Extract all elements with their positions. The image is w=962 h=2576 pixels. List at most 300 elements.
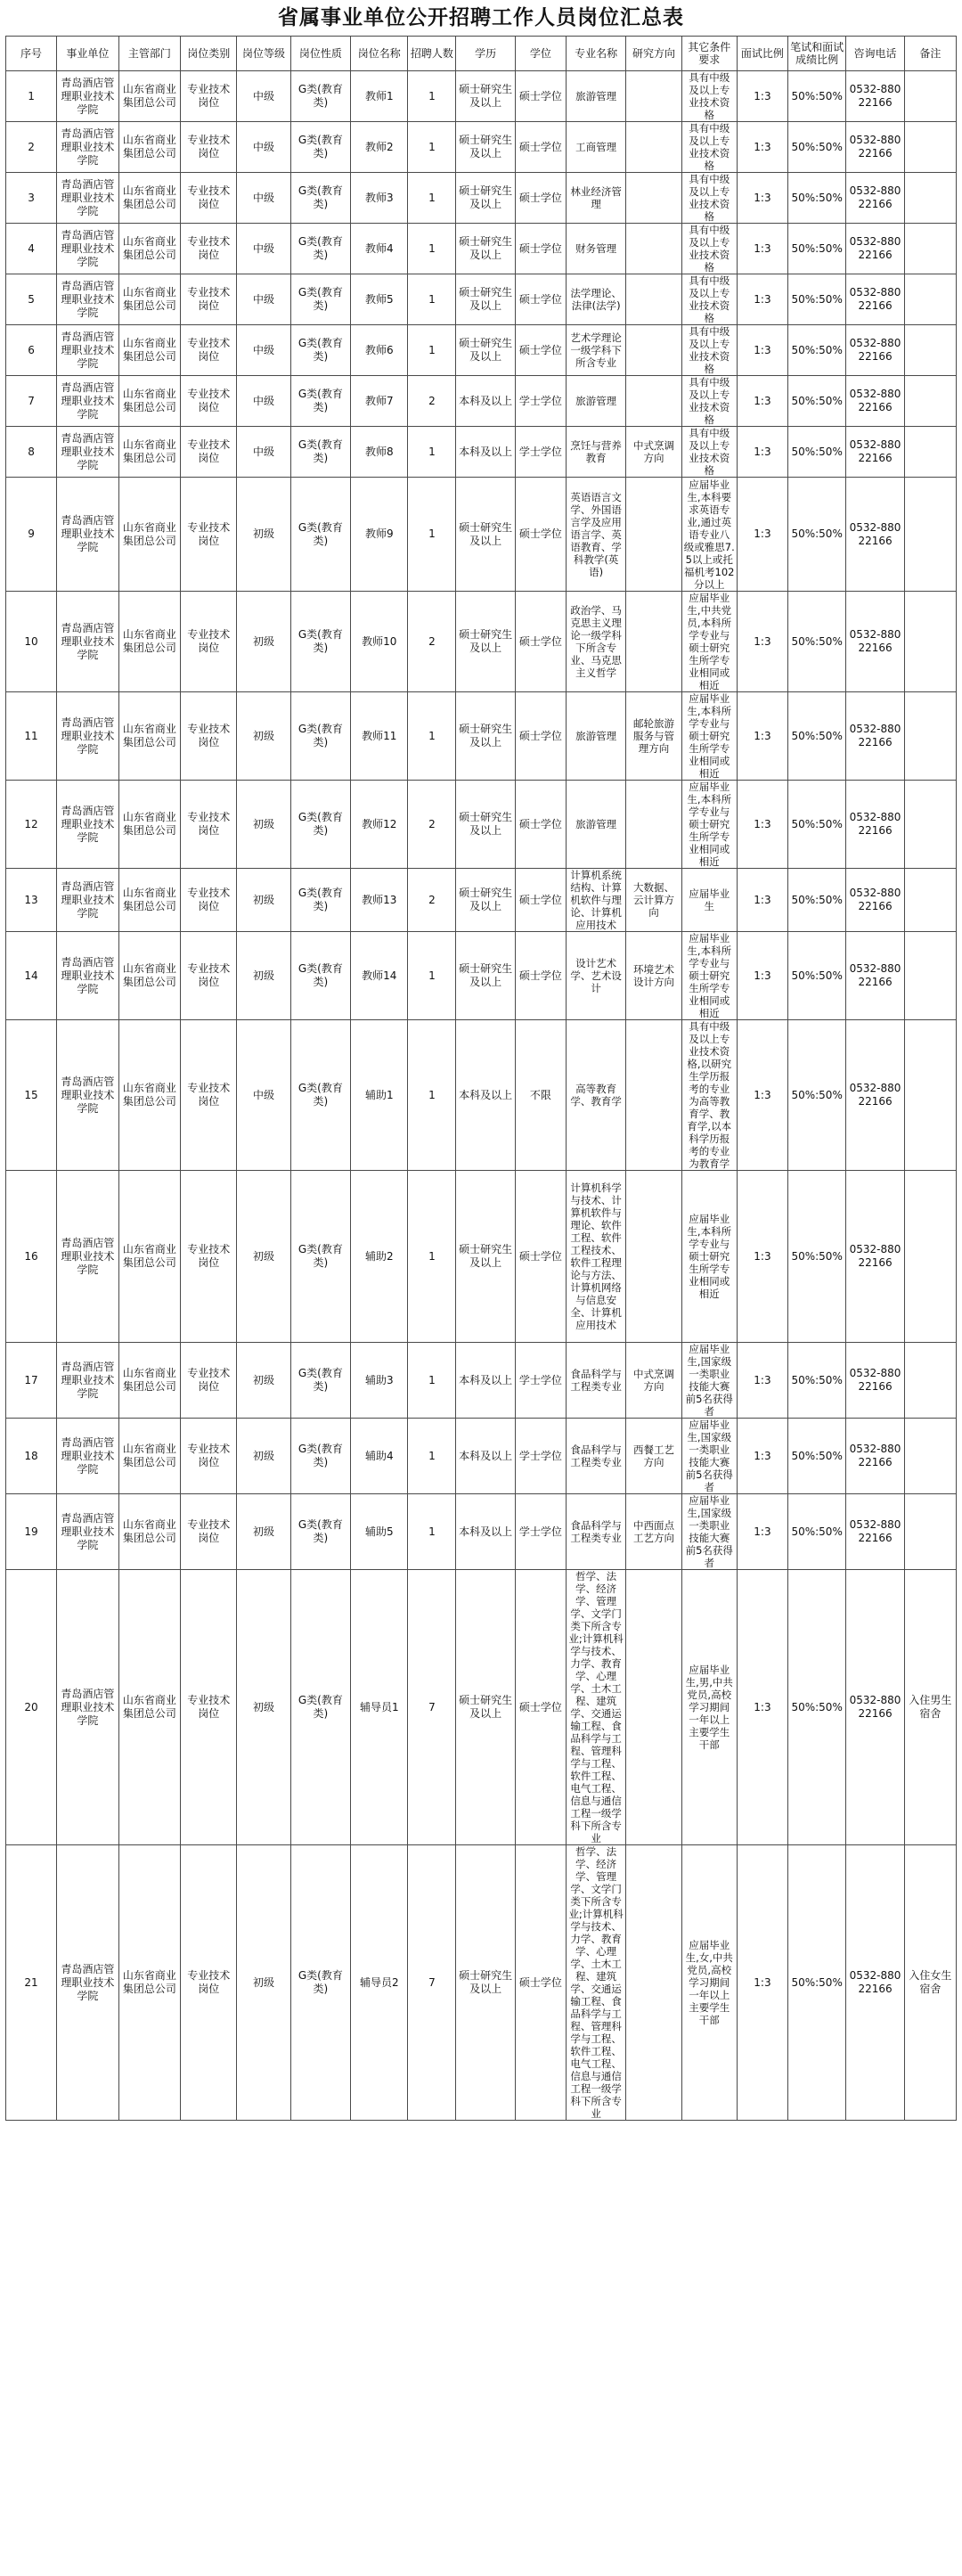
cell-research: 西餐工艺方向 bbox=[626, 1419, 681, 1494]
cell-major: 高等教育学、教育学 bbox=[566, 1020, 625, 1171]
cell-score: 50%:50% bbox=[787, 1419, 845, 1494]
cell-major: 计算机系统结构、计算机软件与理论、计算机应用技术 bbox=[566, 869, 625, 932]
cell-note bbox=[904, 478, 956, 592]
cell-no: 14 bbox=[6, 932, 57, 1020]
cell-post: 教师14 bbox=[351, 932, 408, 1020]
cell-level: 初级 bbox=[237, 592, 290, 692]
cell-edu: 硕士研究生及以上 bbox=[456, 173, 515, 224]
cell-note bbox=[904, 869, 956, 932]
cell-level: 中级 bbox=[237, 122, 290, 173]
cell-degree: 硕士学位 bbox=[515, 173, 566, 224]
cell-ratio: 1:3 bbox=[737, 1343, 787, 1419]
cell-unit: 青岛酒店管理职业技术学院 bbox=[57, 1845, 119, 2121]
cell-research bbox=[626, 122, 681, 173]
cell-post: 辅助3 bbox=[351, 1343, 408, 1419]
cell-phone: 0532-88022166 bbox=[846, 173, 904, 224]
cell-category: 专业技术岗位 bbox=[181, 781, 237, 869]
cell-no: 13 bbox=[6, 869, 57, 932]
cell-post: 教师4 bbox=[351, 224, 408, 274]
cell-score: 50%:50% bbox=[787, 427, 845, 478]
cell-count: 1 bbox=[408, 932, 456, 1020]
cell-degree: 硕士学位 bbox=[515, 71, 566, 122]
cell-level: 初级 bbox=[237, 869, 290, 932]
cell-edu: 硕士研究生及以上 bbox=[456, 71, 515, 122]
table-row bbox=[6, 1494, 957, 1570]
cell-dept: 山东省商业集团总公司 bbox=[118, 71, 181, 122]
table-row bbox=[6, 122, 957, 173]
cell-ratio: 1:3 bbox=[737, 427, 787, 478]
cell-research bbox=[626, 274, 681, 325]
cell-level: 初级 bbox=[237, 1570, 290, 1845]
cell-no: 2 bbox=[6, 122, 57, 173]
cell-score: 50%:50% bbox=[787, 869, 845, 932]
cell-other: 应届毕业生,男,中共党员,高校学习期间一年以上主要学生干部 bbox=[681, 1570, 737, 1845]
cell-no: 17 bbox=[6, 1343, 57, 1419]
cell-other: 应届毕业生,本科要求英语专业,通过英语专业八级或雅思7.5以上或托福机考102分以上 bbox=[681, 478, 737, 592]
cell-count: 1 bbox=[408, 1343, 456, 1419]
cell-no: 4 bbox=[6, 224, 57, 274]
cell-dept: 山东省商业集团总公司 bbox=[118, 592, 181, 692]
cell-count: 1 bbox=[408, 173, 456, 224]
cell-note bbox=[904, 427, 956, 478]
cell-score: 50%:50% bbox=[787, 932, 845, 1020]
cell-count: 1 bbox=[408, 325, 456, 376]
cell-research bbox=[626, 478, 681, 592]
cell-count: 1 bbox=[408, 1020, 456, 1171]
cell-phone: 0532-88022166 bbox=[846, 274, 904, 325]
cell-nature: G类(教育类) bbox=[290, 692, 350, 781]
cell-category: 专业技术岗位 bbox=[181, 592, 237, 692]
cell-count: 1 bbox=[408, 224, 456, 274]
cell-no: 15 bbox=[6, 1020, 57, 1171]
column-header-nature: 岗位性质 bbox=[290, 37, 350, 71]
table-row bbox=[6, 274, 957, 325]
cell-note bbox=[904, 71, 956, 122]
cell-other: 应届毕业生,国家级一类职业技能大赛前5名获得者 bbox=[681, 1343, 737, 1419]
cell-level: 初级 bbox=[237, 478, 290, 592]
cell-score: 50%:50% bbox=[787, 1171, 845, 1343]
cell-note bbox=[904, 376, 956, 427]
cell-score: 50%:50% bbox=[787, 1343, 845, 1419]
cell-research bbox=[626, 1845, 681, 2121]
cell-major: 法学理论、法律(法学) bbox=[566, 274, 625, 325]
cell-major: 旅游管理 bbox=[566, 376, 625, 427]
cell-major: 旅游管理 bbox=[566, 692, 625, 781]
cell-category: 专业技术岗位 bbox=[181, 427, 237, 478]
cell-post: 教师12 bbox=[351, 781, 408, 869]
cell-level: 初级 bbox=[237, 1845, 290, 2121]
cell-dept: 山东省商业集团总公司 bbox=[118, 1171, 181, 1343]
cell-edu: 硕士研究生及以上 bbox=[456, 869, 515, 932]
cell-count: 7 bbox=[408, 1845, 456, 2121]
cell-nature: G类(教育类) bbox=[290, 1020, 350, 1171]
cell-dept: 山东省商业集团总公司 bbox=[118, 325, 181, 376]
cell-phone: 0532-88022166 bbox=[846, 1171, 904, 1343]
cell-phone: 0532-88022166 bbox=[846, 592, 904, 692]
cell-major: 哲学、法学、经济学、管理学、文学门类下所含专业;计算机科学与技术、力学、教育学、心理学、土木工程、建筑学、交通运输工程、食品科学与工程、管理科学与工程、软件工程、电气工程、信息与通信工程一级学科下所含专业 bbox=[566, 1570, 625, 1845]
cell-nature: G类(教育类) bbox=[290, 122, 350, 173]
cell-research bbox=[626, 224, 681, 274]
cell-no: 12 bbox=[6, 781, 57, 869]
cell-level: 初级 bbox=[237, 1343, 290, 1419]
cell-score: 50%:50% bbox=[787, 1570, 845, 1845]
cell-degree: 学士学位 bbox=[515, 1343, 566, 1419]
table-row bbox=[6, 781, 957, 869]
cell-unit: 青岛酒店管理职业技术学院 bbox=[57, 932, 119, 1020]
cell-nature: G类(教育类) bbox=[290, 869, 350, 932]
cell-dept: 山东省商业集团总公司 bbox=[118, 1845, 181, 2121]
cell-research bbox=[626, 592, 681, 692]
cell-ratio: 1:3 bbox=[737, 1570, 787, 1845]
cell-category: 专业技术岗位 bbox=[181, 325, 237, 376]
cell-unit: 青岛酒店管理职业技术学院 bbox=[57, 173, 119, 224]
cell-dept: 山东省商业集团总公司 bbox=[118, 1020, 181, 1171]
cell-category: 专业技术岗位 bbox=[181, 1419, 237, 1494]
cell-major: 艺术学理论一级学科下所含专业 bbox=[566, 325, 625, 376]
cell-research: 中式烹调方向 bbox=[626, 427, 681, 478]
cell-no: 7 bbox=[6, 376, 57, 427]
cell-edu: 本科及以上 bbox=[456, 1343, 515, 1419]
column-header-no: 序号 bbox=[6, 37, 57, 71]
cell-level: 中级 bbox=[237, 173, 290, 224]
cell-note bbox=[904, 692, 956, 781]
cell-major: 英语语言文学、外国语言学及应用语言学、英语教育、学科教学(英语) bbox=[566, 478, 625, 592]
cell-no: 11 bbox=[6, 692, 57, 781]
cell-nature: G类(教育类) bbox=[290, 781, 350, 869]
cell-level: 中级 bbox=[237, 376, 290, 427]
cell-no: 3 bbox=[6, 173, 57, 224]
table-row bbox=[6, 173, 957, 224]
cell-research bbox=[626, 325, 681, 376]
table-row bbox=[6, 427, 957, 478]
cell-dept: 山东省商业集团总公司 bbox=[118, 781, 181, 869]
cell-ratio: 1:3 bbox=[737, 325, 787, 376]
cell-phone: 0532-88022166 bbox=[846, 869, 904, 932]
cell-no: 5 bbox=[6, 274, 57, 325]
cell-major: 旅游管理 bbox=[566, 781, 625, 869]
cell-ratio: 1:3 bbox=[737, 1020, 787, 1171]
cell-other: 应届毕业生,女,中共党员,高校学习期间一年以上主要学生干部 bbox=[681, 1845, 737, 2121]
cell-score: 50%:50% bbox=[787, 478, 845, 592]
cell-score: 50%:50% bbox=[787, 173, 845, 224]
cell-edu: 本科及以上 bbox=[456, 427, 515, 478]
cell-other: 具有中级及以上专业技术资格,以研究生学历报考的专业为高等教育学、教育学,以本科学历报考的专业为教育学 bbox=[681, 1020, 737, 1171]
cell-unit: 青岛酒店管理职业技术学院 bbox=[57, 692, 119, 781]
cell-degree: 不限 bbox=[515, 1020, 566, 1171]
cell-edu: 硕士研究生及以上 bbox=[456, 932, 515, 1020]
cell-degree: 硕士学位 bbox=[515, 478, 566, 592]
cell-unit: 青岛酒店管理职业技术学院 bbox=[57, 1020, 119, 1171]
cell-score: 50%:50% bbox=[787, 1020, 845, 1171]
cell-phone: 0532-88022166 bbox=[846, 1494, 904, 1570]
cell-post: 教师3 bbox=[351, 173, 408, 224]
cell-nature: G类(教育类) bbox=[290, 1343, 350, 1419]
cell-unit: 青岛酒店管理职业技术学院 bbox=[57, 478, 119, 592]
cell-post: 教师5 bbox=[351, 274, 408, 325]
cell-degree: 硕士学位 bbox=[515, 592, 566, 692]
table-row bbox=[6, 224, 957, 274]
cell-ratio: 1:3 bbox=[737, 932, 787, 1020]
table-row bbox=[6, 869, 957, 932]
cell-category: 专业技术岗位 bbox=[181, 173, 237, 224]
cell-count: 1 bbox=[408, 427, 456, 478]
cell-category: 专业技术岗位 bbox=[181, 1020, 237, 1171]
cell-category: 专业技术岗位 bbox=[181, 224, 237, 274]
table-body bbox=[6, 71, 957, 2121]
cell-degree: 硕士学位 bbox=[515, 274, 566, 325]
table-row bbox=[6, 71, 957, 122]
cell-phone: 0532-88022166 bbox=[846, 478, 904, 592]
cell-degree: 硕士学位 bbox=[515, 122, 566, 173]
cell-no: 1 bbox=[6, 71, 57, 122]
table-row bbox=[6, 1171, 957, 1343]
cell-edu: 硕士研究生及以上 bbox=[456, 1845, 515, 2121]
cell-unit: 青岛酒店管理职业技术学院 bbox=[57, 376, 119, 427]
cell-ratio: 1:3 bbox=[737, 869, 787, 932]
cell-note bbox=[904, 781, 956, 869]
cell-major: 食品科学与工程类专业 bbox=[566, 1419, 625, 1494]
cell-ratio: 1:3 bbox=[737, 122, 787, 173]
cell-category: 专业技术岗位 bbox=[181, 1570, 237, 1845]
cell-phone: 0532-88022166 bbox=[846, 1845, 904, 2121]
table-row bbox=[6, 1343, 957, 1419]
cell-category: 专业技术岗位 bbox=[181, 122, 237, 173]
cell-note bbox=[904, 325, 956, 376]
cell-no: 19 bbox=[6, 1494, 57, 1570]
recruitment-table bbox=[5, 36, 957, 2121]
cell-post: 辅助5 bbox=[351, 1494, 408, 1570]
cell-phone: 0532-88022166 bbox=[846, 781, 904, 869]
cell-nature: G类(教育类) bbox=[290, 427, 350, 478]
cell-count: 1 bbox=[408, 1419, 456, 1494]
cell-edu: 硕士研究生及以上 bbox=[456, 1171, 515, 1343]
cell-edu: 硕士研究生及以上 bbox=[456, 692, 515, 781]
cell-level: 中级 bbox=[237, 274, 290, 325]
cell-ratio: 1:3 bbox=[737, 224, 787, 274]
cell-count: 1 bbox=[408, 122, 456, 173]
cell-category: 专业技术岗位 bbox=[181, 932, 237, 1020]
cell-major: 食品科学与工程类专业 bbox=[566, 1343, 625, 1419]
cell-note bbox=[904, 932, 956, 1020]
cell-category: 专业技术岗位 bbox=[181, 71, 237, 122]
cell-edu: 硕士研究生及以上 bbox=[456, 122, 515, 173]
cell-category: 专业技术岗位 bbox=[181, 1343, 237, 1419]
table-row bbox=[6, 692, 957, 781]
column-header-phone: 咨询电话 bbox=[846, 37, 904, 71]
cell-score: 50%:50% bbox=[787, 122, 845, 173]
cell-major: 旅游管理 bbox=[566, 71, 625, 122]
cell-research: 环境艺术设计方向 bbox=[626, 932, 681, 1020]
cell-major: 设计艺术学、艺术设计 bbox=[566, 932, 625, 1020]
cell-score: 50%:50% bbox=[787, 71, 845, 122]
cell-unit: 青岛酒店管理职业技术学院 bbox=[57, 1171, 119, 1343]
cell-edu: 硕士研究生及以上 bbox=[456, 224, 515, 274]
cell-major: 林业经济管理 bbox=[566, 173, 625, 224]
cell-unit: 青岛酒店管理职业技术学院 bbox=[57, 122, 119, 173]
cell-note bbox=[904, 1020, 956, 1171]
cell-research: 邮轮旅游服务与管理方向 bbox=[626, 692, 681, 781]
cell-phone: 0532-88022166 bbox=[846, 224, 904, 274]
table-row bbox=[6, 1020, 957, 1171]
cell-nature: G类(教育类) bbox=[290, 1570, 350, 1845]
table-header-row bbox=[6, 37, 957, 71]
table-row bbox=[6, 1570, 957, 1845]
cell-score: 50%:50% bbox=[787, 1494, 845, 1570]
cell-degree: 学士学位 bbox=[515, 1494, 566, 1570]
cell-research bbox=[626, 376, 681, 427]
cell-ratio: 1:3 bbox=[737, 781, 787, 869]
cell-no: 21 bbox=[6, 1845, 57, 2121]
cell-unit: 青岛酒店管理职业技术学院 bbox=[57, 869, 119, 932]
cell-count: 2 bbox=[408, 869, 456, 932]
cell-ratio: 1:3 bbox=[737, 71, 787, 122]
cell-level: 初级 bbox=[237, 932, 290, 1020]
cell-other: 具有中级及以上专业技术资格 bbox=[681, 376, 737, 427]
cell-edu: 本科及以上 bbox=[456, 1020, 515, 1171]
cell-research: 中式烹调方向 bbox=[626, 1343, 681, 1419]
cell-no: 20 bbox=[6, 1570, 57, 1845]
cell-other: 具有中级及以上专业技术资格 bbox=[681, 71, 737, 122]
column-header-count: 招聘人数 bbox=[408, 37, 456, 71]
cell-research bbox=[626, 1171, 681, 1343]
cell-note bbox=[904, 224, 956, 274]
cell-no: 10 bbox=[6, 592, 57, 692]
cell-count: 1 bbox=[408, 274, 456, 325]
cell-unit: 青岛酒店管理职业技术学院 bbox=[57, 1570, 119, 1845]
cell-note bbox=[904, 592, 956, 692]
cell-phone: 0532-88022166 bbox=[846, 692, 904, 781]
cell-edu: 硕士研究生及以上 bbox=[456, 1570, 515, 1845]
cell-post: 辅助4 bbox=[351, 1419, 408, 1494]
cell-phone: 0532-88022166 bbox=[846, 325, 904, 376]
document-title: 省属事业单位公开招聘工作人员岗位汇总表 bbox=[278, 5, 684, 29]
cell-count: 1 bbox=[408, 1171, 456, 1343]
cell-nature: G类(教育类) bbox=[290, 1419, 350, 1494]
table-row bbox=[6, 1845, 957, 2121]
cell-major: 政治学、马克思主义理论一级学科下所含专业、马克思主义哲学 bbox=[566, 592, 625, 692]
cell-major: 财务管理 bbox=[566, 224, 625, 274]
cell-no: 18 bbox=[6, 1419, 57, 1494]
cell-degree: 硕士学位 bbox=[515, 1171, 566, 1343]
cell-level: 初级 bbox=[237, 692, 290, 781]
cell-other: 应届毕业生,本科所学专业与硕士研究生所学专业相同或相近 bbox=[681, 1171, 737, 1343]
column-header-level: 岗位等级 bbox=[237, 37, 290, 71]
table-row bbox=[6, 592, 957, 692]
cell-degree: 学士学位 bbox=[515, 427, 566, 478]
cell-edu: 硕士研究生及以上 bbox=[456, 325, 515, 376]
cell-post: 教师1 bbox=[351, 71, 408, 122]
table-row bbox=[6, 478, 957, 592]
cell-phone: 0532-88022166 bbox=[846, 1419, 904, 1494]
column-header-note: 备注 bbox=[904, 37, 956, 71]
cell-category: 专业技术岗位 bbox=[181, 1171, 237, 1343]
cell-count: 1 bbox=[408, 478, 456, 592]
table-row bbox=[6, 1419, 957, 1494]
cell-category: 专业技术岗位 bbox=[181, 478, 237, 592]
cell-score: 50%:50% bbox=[787, 781, 845, 869]
column-header-score: 笔试和面试成绩比例 bbox=[787, 37, 845, 71]
cell-count: 2 bbox=[408, 781, 456, 869]
cell-no: 16 bbox=[6, 1171, 57, 1343]
cell-other: 应届毕业生,本科所学专业与硕士研究生所学专业相同或相近 bbox=[681, 781, 737, 869]
column-header-edu: 学历 bbox=[456, 37, 515, 71]
cell-major: 哲学、法学、经济学、管理学、文学门类下所含专业;计算机科学与技术、力学、教育学、心理学、土木工程、建筑学、交通运输工程、食品科学与工程、管理科学与工程、软件工程、电气工程、信息与通信工程一级学科下所含专业 bbox=[566, 1845, 625, 2121]
cell-edu: 硕士研究生及以上 bbox=[456, 478, 515, 592]
cell-post: 教师7 bbox=[351, 376, 408, 427]
cell-unit: 青岛酒店管理职业技术学院 bbox=[57, 71, 119, 122]
cell-no: 8 bbox=[6, 427, 57, 478]
cell-score: 50%:50% bbox=[787, 224, 845, 274]
cell-score: 50%:50% bbox=[787, 692, 845, 781]
cell-unit: 青岛酒店管理职业技术学院 bbox=[57, 427, 119, 478]
cell-nature: G类(教育类) bbox=[290, 224, 350, 274]
cell-ratio: 1:3 bbox=[737, 592, 787, 692]
cell-major: 食品科学与工程类专业 bbox=[566, 1494, 625, 1570]
cell-post: 教师11 bbox=[351, 692, 408, 781]
cell-nature: G类(教育类) bbox=[290, 1171, 350, 1343]
cell-degree: 硕士学位 bbox=[515, 869, 566, 932]
cell-phone: 0532-88022166 bbox=[846, 427, 904, 478]
cell-ratio: 1:3 bbox=[737, 173, 787, 224]
cell-degree: 硕士学位 bbox=[515, 1570, 566, 1845]
cell-other: 具有中级及以上专业技术资格 bbox=[681, 325, 737, 376]
cell-note bbox=[904, 1171, 956, 1343]
cell-dept: 山东省商业集团总公司 bbox=[118, 1343, 181, 1419]
cell-level: 中级 bbox=[237, 325, 290, 376]
cell-phone: 0532-88022166 bbox=[846, 932, 904, 1020]
cell-unit: 青岛酒店管理职业技术学院 bbox=[57, 325, 119, 376]
column-header-post: 岗位名称 bbox=[351, 37, 408, 71]
cell-no: 9 bbox=[6, 478, 57, 592]
cell-research bbox=[626, 1020, 681, 1171]
column-header-degree: 学位 bbox=[515, 37, 566, 71]
cell-unit: 青岛酒店管理职业技术学院 bbox=[57, 1494, 119, 1570]
cell-dept: 山东省商业集团总公司 bbox=[118, 1419, 181, 1494]
cell-nature: G类(教育类) bbox=[290, 325, 350, 376]
cell-degree: 学士学位 bbox=[515, 1419, 566, 1494]
cell-unit: 青岛酒店管理职业技术学院 bbox=[57, 224, 119, 274]
cell-major: 计算机科学与技术、计算机软件与理论、软件工程、软件工程技术、软件工程理论与方法、计算机网络与信息安全、计算机应用技术 bbox=[566, 1171, 625, 1343]
cell-unit: 青岛酒店管理职业技术学院 bbox=[57, 1343, 119, 1419]
cell-category: 专业技术岗位 bbox=[181, 869, 237, 932]
cell-dept: 山东省商业集团总公司 bbox=[118, 224, 181, 274]
cell-note bbox=[904, 1343, 956, 1419]
cell-dept: 山东省商业集团总公司 bbox=[118, 274, 181, 325]
cell-note: 入住女生宿舍 bbox=[904, 1845, 956, 2121]
cell-edu: 本科及以上 bbox=[456, 1494, 515, 1570]
cell-nature: G类(教育类) bbox=[290, 592, 350, 692]
cell-count: 1 bbox=[408, 1494, 456, 1570]
cell-nature: G类(教育类) bbox=[290, 478, 350, 592]
cell-ratio: 1:3 bbox=[737, 1419, 787, 1494]
cell-dept: 山东省商业集团总公司 bbox=[118, 932, 181, 1020]
cell-degree: 硕士学位 bbox=[515, 781, 566, 869]
cell-count: 1 bbox=[408, 71, 456, 122]
cell-level: 中级 bbox=[237, 1020, 290, 1171]
cell-level: 中级 bbox=[237, 427, 290, 478]
cell-degree: 硕士学位 bbox=[515, 224, 566, 274]
cell-ratio: 1:3 bbox=[737, 478, 787, 592]
cell-note: 入住男生宿舍 bbox=[904, 1570, 956, 1845]
cell-note bbox=[904, 274, 956, 325]
cell-ratio: 1:3 bbox=[737, 1171, 787, 1343]
cell-level: 初级 bbox=[237, 1171, 290, 1343]
cell-other: 应届毕业生,国家级一类职业技能大赛前5名获得者 bbox=[681, 1494, 737, 1570]
cell-dept: 山东省商业集团总公司 bbox=[118, 1570, 181, 1845]
cell-category: 专业技术岗位 bbox=[181, 1845, 237, 2121]
cell-note bbox=[904, 173, 956, 224]
cell-category: 专业技术岗位 bbox=[181, 376, 237, 427]
